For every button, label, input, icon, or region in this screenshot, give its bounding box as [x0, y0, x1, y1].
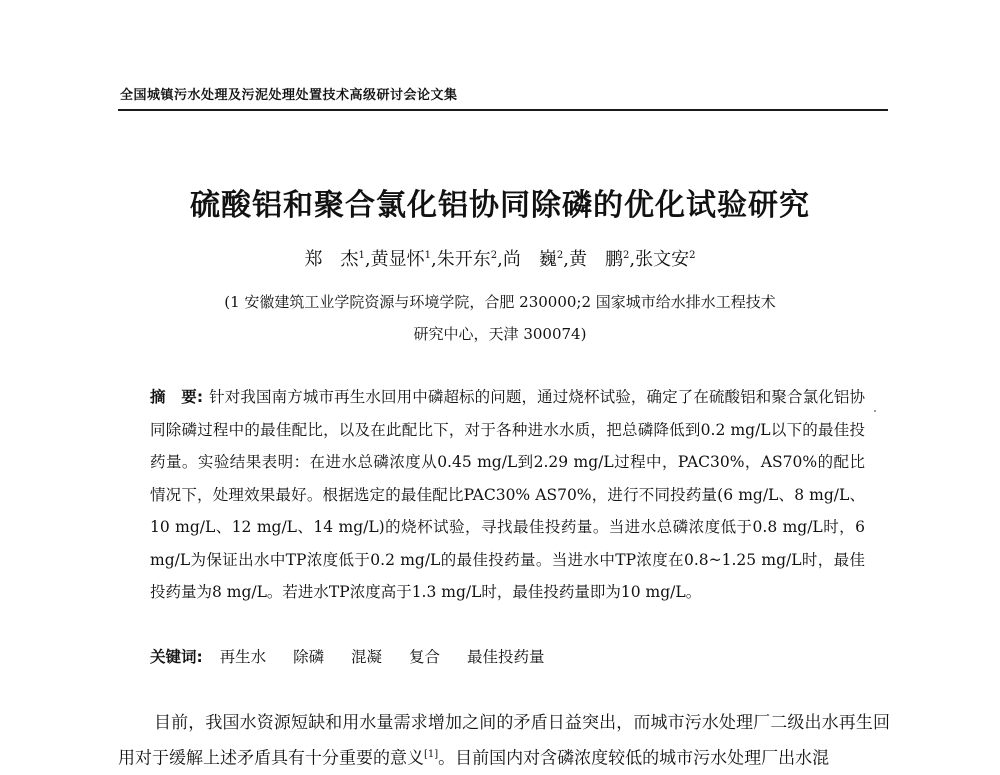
keywords-label: 关键词: — [150, 648, 203, 666]
abstract-text: 针对我国南方城市再生水回用中磷超标的问题，通过烧杯试验，确定了在硫酸铝和聚合氯化铝协同除磷过程中的最佳配比，以及在此配比下，对于各种进水水质，把总磷降低到0.2 mg/L以下的最佳投药量。实验结果表明：在进水总磷浓度从0.45 mg/L到2.29 mg/L过程中，PAC30%，AS70%的配比情况下，处理效果最好。根据选定的最佳配比PAC30% AS70%，进行不同投药量(6 mg/L、8 mg/L、10 mg/L、12 mg/L、14 mg/L)的烧杯试验，寻找最佳投药量。当进水总磷浓度低于0.8 mg/L时，6 mg/L为保证出水中TP浓度低于0.2 mg/L的最佳投药量。当进水中TP浓度在0.8~1.25 mg/L时，最佳投药量为8 mg/L。若进水TP浓度高于1.3 mg/L时，最佳投药量即为10 mg/L。 — [150, 388, 865, 601]
author-affil-mark: 2 — [490, 250, 498, 261]
author-affil-mark: 2 — [556, 250, 564, 261]
abstract-label: 摘 要: — [150, 388, 204, 406]
author-list: 郑 杰$^1$,黄显怀$^1$,朱开东$^2$,尚 巍$^2$,黄 鹏$^2$,张文安$^2$ — [304, 249, 696, 270]
affiliation — [0, 286, 1000, 350]
keyword: 除磷 — [293, 648, 325, 666]
author-name: 郑 杰 — [304, 249, 359, 270]
author-affil-mark: 2 — [622, 250, 630, 261]
running-header: 全国城镇污水处理及污泥处理处置技术高级研讨会论文集 — [120, 88, 458, 103]
keyword: 复合 — [409, 648, 441, 666]
body-text-part-1: 目前，我国水资源短缺和用水量需求增加之间的矛盾日益突出，而城市污水处理厂二级出水再生回用对于缓解上述矛盾具有十分重要的意义 — [118, 713, 890, 769]
author-affil-mark: 2 — [689, 250, 696, 261]
scan-speck — [874, 410, 876, 412]
author-name: 黄 鹏 — [568, 249, 623, 270]
author-affil-mark: 1 — [424, 250, 432, 261]
body-text-part-2: 。目前国内对含磷浓度较低的城市污水处理厂出水混 — [438, 748, 830, 769]
keyword: 混凝 — [351, 648, 383, 666]
keyword: 最佳投药量 — [466, 648, 545, 666]
author-name: 黄显怀 — [370, 249, 425, 270]
author-name: 张文安 — [635, 249, 690, 270]
header-rule — [118, 109, 888, 111]
paper-title: 硫酸铝和聚合氯化铝协同除磷的优化试验研究 — [190, 188, 810, 223]
author-affil-mark: 1 — [358, 250, 365, 261]
body-paragraph — [118, 707, 890, 775]
author-name: 朱开东 — [436, 249, 491, 270]
keyword: 再生水 — [219, 648, 267, 666]
keywords — [150, 645, 566, 667]
affiliation-line-1: (1 安徽建筑工业学院资源与环境学院，合肥 230000;2 国家城市给水排水工程技术 — [224, 293, 776, 311]
affiliation-line-2: 研究中心，天津 300074) — [413, 325, 587, 343]
abstract — [150, 381, 865, 609]
author-name: 尚 巍 — [502, 249, 557, 270]
citation-ref[interactable]: [1] — [424, 749, 439, 760]
